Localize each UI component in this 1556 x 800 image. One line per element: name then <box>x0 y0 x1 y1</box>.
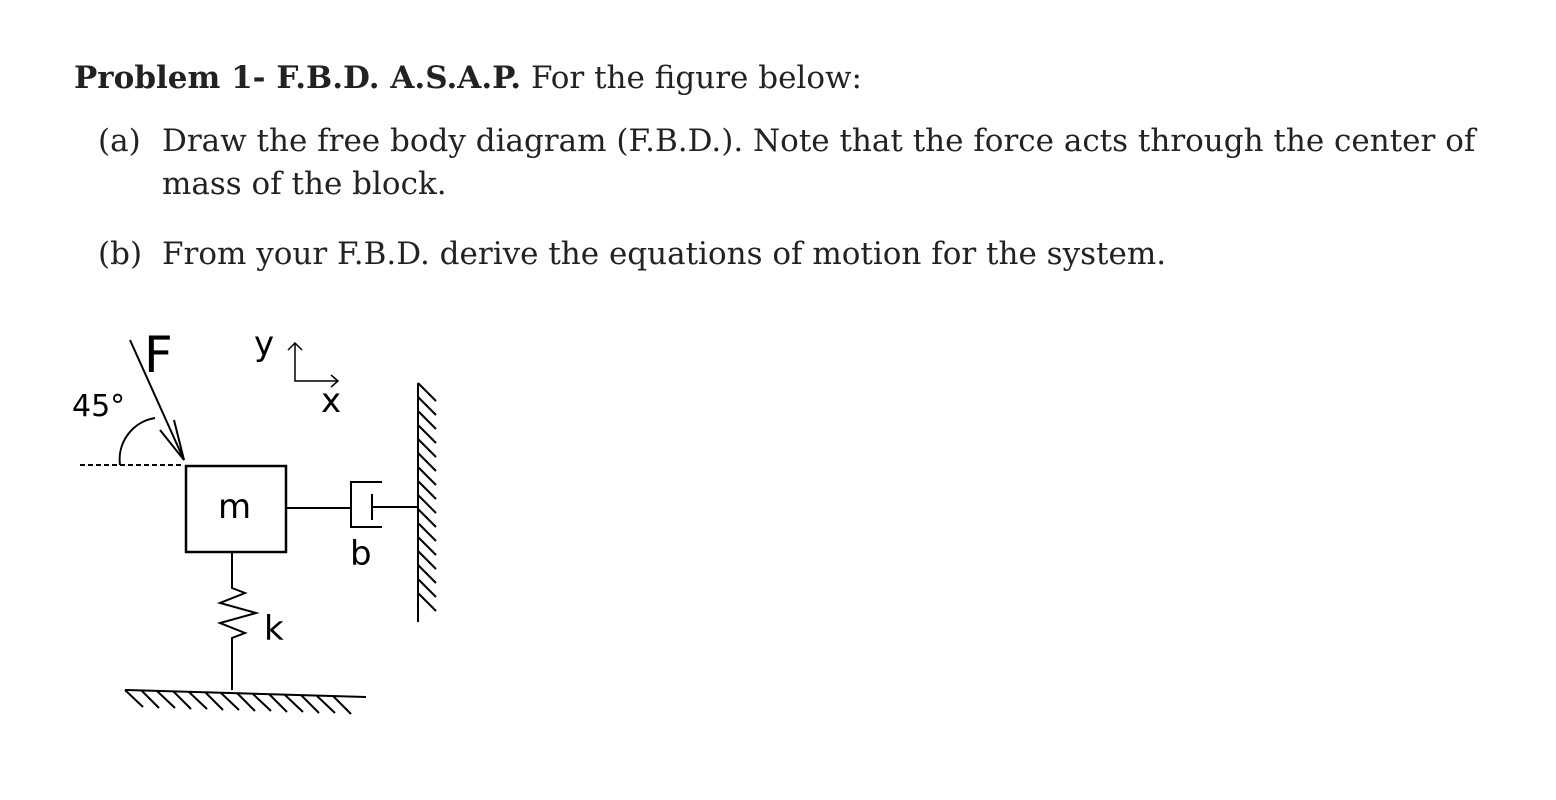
angle-label: 45° <box>72 389 126 424</box>
problem-intro: For the figure below: <box>530 60 862 96</box>
ground <box>125 690 366 714</box>
problem-heading <box>74 56 862 100</box>
part-b-label: (b) <box>98 236 143 272</box>
damper-label: b <box>350 534 372 574</box>
wall <box>418 383 436 622</box>
damper <box>287 482 418 527</box>
mass-label: m <box>218 487 252 527</box>
spring <box>220 553 256 690</box>
part-b-text: From your F.B.D. derive the equations of motion for the system. <box>162 236 1167 272</box>
spring-label: k <box>264 609 284 649</box>
force-label: F <box>144 326 173 384</box>
angle-arc <box>120 418 155 465</box>
part-a-label: (a) <box>98 123 141 159</box>
part-a-text: Draw the free body diagram (F.B.D.). Note that the force acts through the center of mass of the block. <box>162 123 1476 202</box>
axis-x-label: x <box>321 381 342 421</box>
mechanical-system-figure <box>0 300 520 740</box>
axis-y-label: y <box>254 324 275 364</box>
problem-title: Problem 1- F.B.D. A.S.A.P. <box>74 60 522 96</box>
